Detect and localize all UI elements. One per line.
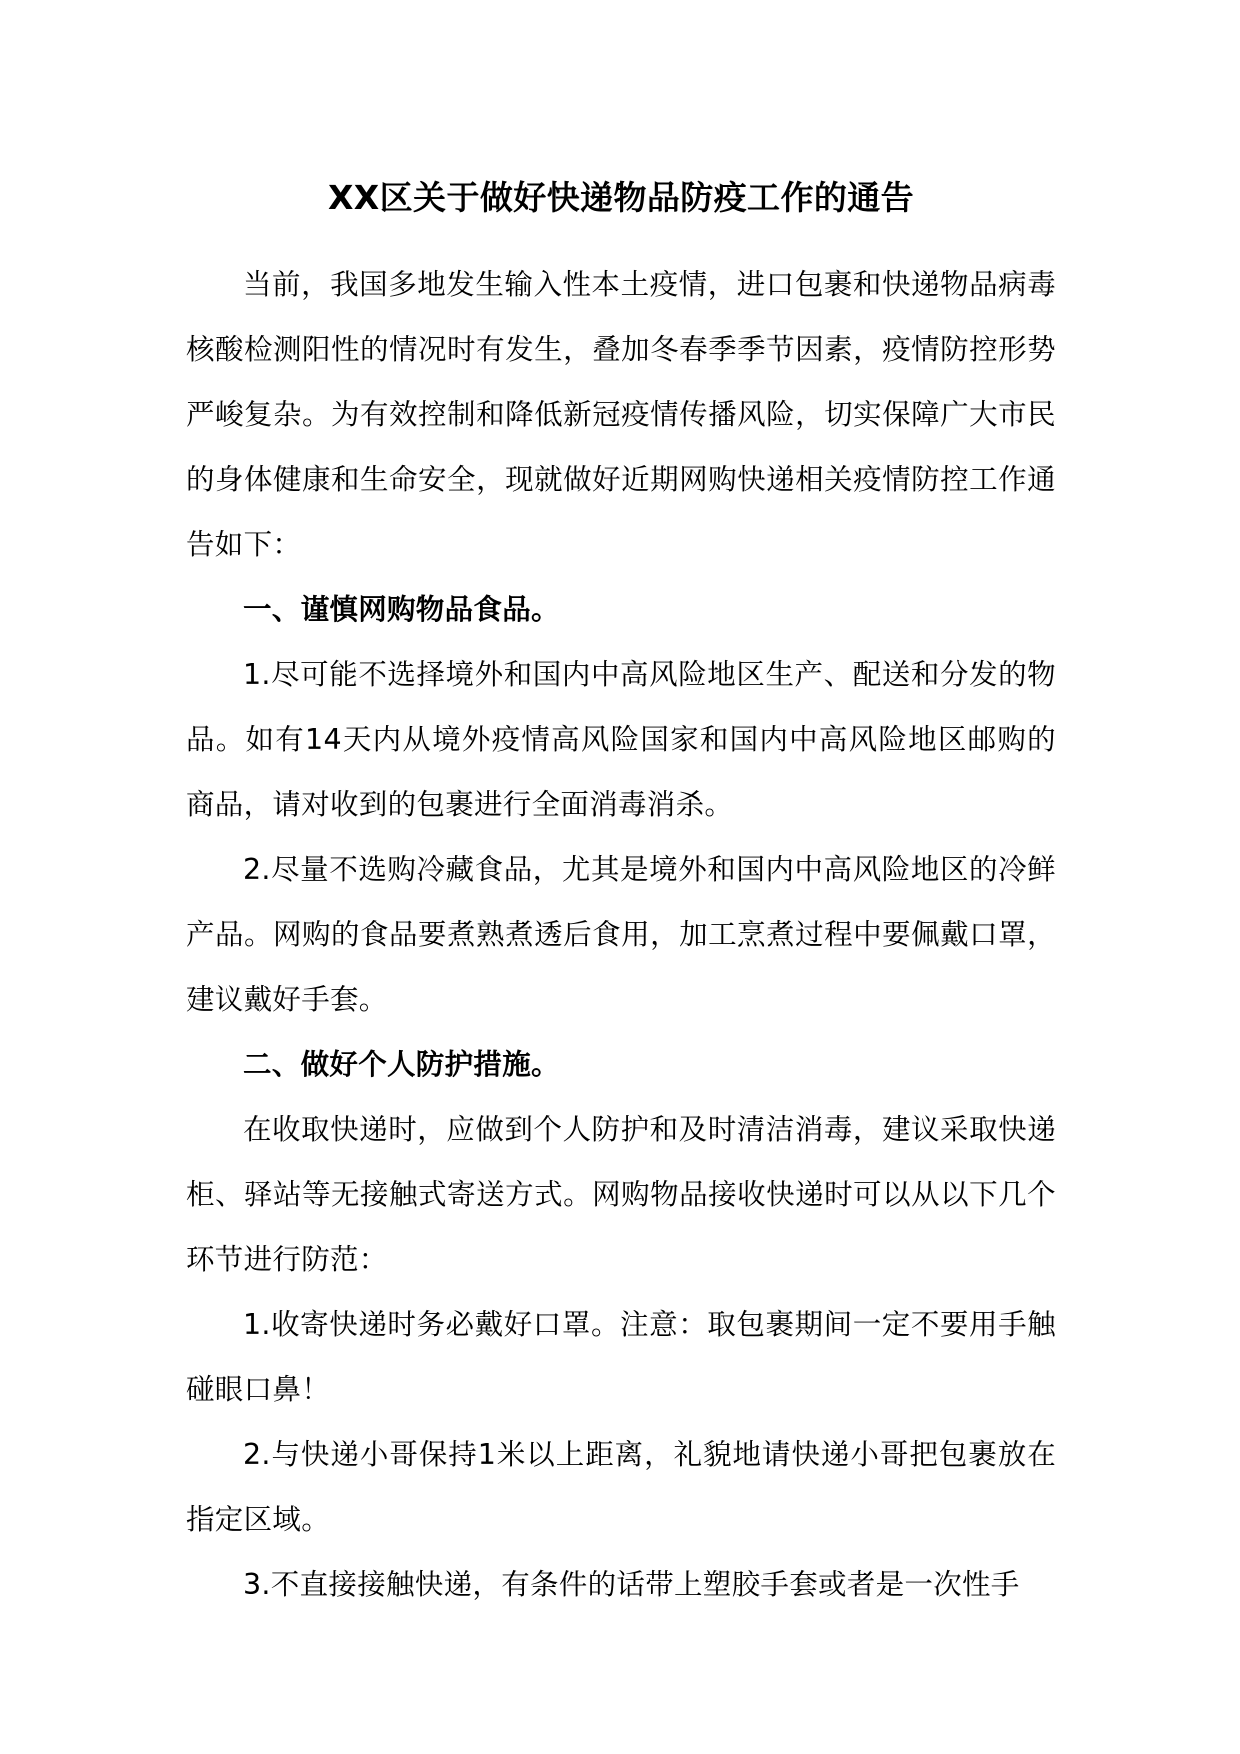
intro-paragraph: 当前，我国多地发生输入性本土疫情，进口包裹和快递物品病毒核酸检测阳性的情况时有发生，叠加冬春季季节因素，疫情防控形势严峻复杂。为有效控制和降低新冠疫情传播风险，切实保障广大市民的身体健康和生命安全，现就做好近期网购快递相关疫情防控工作通告如下：: [186, 268, 1056, 561]
section-2-item-1: 1.收寄快递时务必戴好口罩。注意：取包裹期间一定不要用手触碰眼口鼻！: [186, 1308, 1056, 1406]
section-2-item-3: 3.不直接接触快递，有条件的话带上塑胶手套或者是一次性手: [243, 1568, 1020, 1601]
section-heading-1: 一、谨慎网购物品食品。: [243, 593, 560, 626]
section-2-item-2: 2.与快递小哥保持1米以上距离，礼貌地请快递小哥把包裹放在指定区域。: [186, 1438, 1056, 1536]
section-1-item-2: 2.尽量不选购冷藏食品，尤其是境外和国内中高风险地区的冷鲜产品。网购的食品要煮熟煮透后食用，加工烹煮过程中要佩戴口罩，建议戴好手套。: [186, 853, 1056, 1016]
document-body: [186, 162, 1056, 1617]
document-title: XX区关于做好快递物品防疫工作的通告: [327, 178, 915, 217]
section-1-item-1: 1.尽可能不选择境外和国内中高风险地区生产、配送和分发的物品。如有14天内从境外疫情高风险国家和国内中高风险地区邮购的商品，请对收到的包裹进行全面消毒消杀。: [186, 658, 1056, 821]
section-heading-2: 二、做好个人防护措施。: [243, 1048, 560, 1081]
section-2-intro: 在收取快递时，应做到个人防护和及时清洁消毒，建议采取快递柜、驿站等无接触式寄送方式。网购物品接收快递时可以从以下几个环节进行防范：: [186, 1113, 1056, 1276]
